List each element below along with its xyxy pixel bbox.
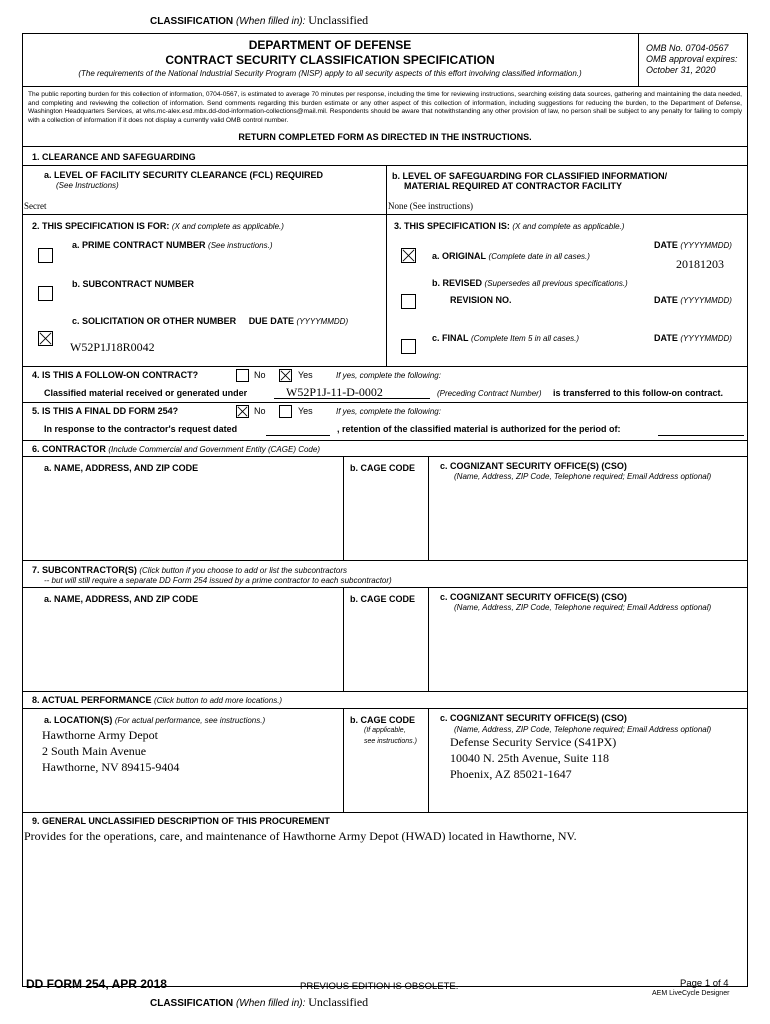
s4-no-label: No	[254, 370, 266, 380]
s6-b-label: b. CAGE CODE	[350, 463, 416, 473]
s3-a-label: a. ORIGINAL	[432, 251, 487, 261]
x-mark-icon	[237, 406, 248, 417]
s8-c-line-3[interactable]: Phoenix, AZ 85021-1647	[450, 767, 572, 781]
omb-no: OMB No. 0704-0567	[646, 43, 729, 53]
s3-c-checkbox[interactable]	[401, 339, 416, 354]
footer-form-id: DD FORM 254, APR 2018	[26, 977, 167, 991]
s2-a-checkbox[interactable]	[38, 248, 53, 263]
s8-a-hint: (For actual performance, see instructions.)	[114, 716, 266, 725]
s5-yes-checkbox[interactable]	[279, 405, 292, 418]
s3-title-row	[394, 221, 624, 231]
header-subtitle: (The requirements of the National Industrial Security Program (NISP) apply to all security aspects of this effort involving classified information.)	[78, 69, 582, 78]
s1-a-label: a. LEVEL OF FACILITY SECURITY CLEARANCE (FCL) REQUIRED	[44, 170, 324, 180]
s7-a-label: a. NAME, ADDRESS, AND ZIP CODE	[44, 594, 199, 604]
s8-c-line-2[interactable]: 10040 N. 25th Avenue, Suite 118	[450, 751, 609, 765]
s4-title: 4. IS THIS A FOLLOW-ON CONTRACT?	[32, 370, 199, 380]
classification-hint: (When filled in):	[235, 16, 306, 27]
s3-c-hint: (Complete Item 5 in all cases.)	[471, 334, 580, 343]
s4-yes-checkbox[interactable]	[279, 369, 292, 382]
s5-retention-text: , retention of the classified material is authorized for the period of:	[337, 424, 621, 434]
s2-c-due: DUE DATE	[248, 316, 295, 326]
s8-title: 8. ACTUAL PERFORMANCE	[32, 695, 152, 705]
footer-designer: AEM LiveCycle Designer	[652, 990, 730, 997]
s5-period-field[interactable]	[658, 424, 744, 436]
burden-statement: The public reporting burden for this collection of information, 0704-0567, is estimated to average 70 minutes per response, including the time for reviewing instructions, searching existing data sources, gathering and maintaining the data needed, and completing and reviewing the collection of information. Send comments regarding this burden estimate or any other aspect of this collection of information, including suggestions for reducing the burden, to the Department of Defense, Washington Headquarters Services, at whs.mc-alex.esd.mbx.dd-dod-information-collections@mail.mil. Respondents should be aware that notwithstanding any other provision of law, no person shall be subject to any penalty for failing to comply with a collection of information if it does not display a currently valid OMB control number.	[28, 91, 742, 124]
classification-bottom-hint: (When filled in):	[235, 998, 306, 1009]
s7-hint: (Click button if you choose to add or list the subcontractors	[139, 566, 348, 575]
s4-hint: If yes, complete the following:	[336, 371, 441, 380]
footer-previous: PREVIOUS EDITION IS OBSOLETE.	[300, 981, 459, 992]
s2-title-hint: (X and complete as applicable.)	[171, 222, 284, 231]
omb-date: October 31, 2020	[646, 65, 716, 75]
form-title: CONTRACT SECURITY CLASSIFICATION SPECIFICATION	[165, 53, 495, 67]
s3-a-row	[432, 251, 590, 261]
s8-a-line-1[interactable]: Hawthorne Army Depot	[42, 728, 158, 742]
s1-title: 1. CLEARANCE AND SAFEGUARDING	[32, 152, 196, 162]
classification-value: Unclassified	[308, 13, 369, 27]
s8-c-label: c. COGNIZANT SECURITY OFFICE(S) (CSO)	[440, 713, 627, 723]
s4-classified-text: Classified material received or generated under	[44, 388, 248, 398]
s8-b-hint1: (If applicable,	[364, 727, 406, 734]
s7-c-hint: (Name, Address, ZIP Code, Telephone required; Email Address optional)	[454, 603, 712, 612]
s8-hint: (Click button to add more locations.)	[154, 696, 283, 705]
s7-hint2: -- but will still require a separate DD Form 254 issued by a prime contractor to each subcontractor)	[44, 576, 392, 585]
s3-b-hint: (Supersedes all previous specifications.)	[484, 279, 628, 288]
s5-no-label: No	[254, 406, 266, 416]
s3-a-date-value[interactable]: 20181203	[676, 257, 724, 271]
s9-title: 9. GENERAL UNCLASSIFIED DESCRIPTION OF THIS PROCUREMENT	[32, 816, 330, 826]
s6-c-hint: (Name, Address, ZIP Code, Telephone required; Email Address optional)	[454, 472, 712, 481]
s8-c-line-1[interactable]: Defense Security Service (S41PX)	[450, 735, 617, 749]
classification-bottom-label: CLASSIFICATION	[150, 998, 234, 1009]
s4-no-checkbox[interactable]	[236, 369, 249, 382]
s8-b-hint2: see instructions.)	[364, 738, 417, 745]
s6-title: 6. CONTRACTOR	[32, 444, 106, 454]
x-mark-icon	[280, 370, 291, 381]
s3-a-checkbox[interactable]	[401, 248, 416, 263]
s4-transfer-text: is transferred to this follow-on contract.	[553, 388, 724, 398]
s2-b-label: b. SUBCONTRACT NUMBER	[72, 279, 194, 289]
classification-bottom	[150, 995, 368, 1010]
s2-c-due-hint: (YYYYMMDD)	[296, 317, 349, 326]
s5-hint: If yes, complete the following:	[336, 407, 441, 416]
s5-no-checkbox[interactable]	[236, 405, 249, 418]
dept-title: DEPARTMENT OF DEFENSE	[248, 38, 412, 52]
s2-c-row	[72, 316, 348, 326]
s5-request-date-field[interactable]	[266, 424, 330, 436]
s1-a-hint: (See Instructions)	[56, 181, 119, 190]
s3-c-date-label: DATE (YYYYMMDD)	[654, 333, 732, 343]
s5-title: 5. IS THIS A FINAL DD FORM 254?	[32, 406, 179, 416]
x-mark-icon	[402, 249, 415, 262]
s8-a-line-3[interactable]: Hawthorne, NV 89415-9404	[42, 760, 180, 774]
s9-value[interactable]: Provides for the operations, care, and maintenance of Hawthorne Army Depot (HWAD) located in Hawthorne, NV.	[24, 829, 577, 843]
s8-a-line-2[interactable]: 2 South Main Avenue	[42, 744, 147, 758]
s2-title: 2. THIS SPECIFICATION IS FOR:	[32, 221, 170, 231]
s7-title: 7. SUBCONTRACTOR(S)	[32, 565, 137, 575]
footer-page: Page 1 of 4	[680, 978, 729, 989]
s8-b-label: b. CAGE CODE	[350, 715, 416, 725]
s1-b-label1: b. LEVEL OF SAFEGUARDING FOR CLASSIFIED INFORMATION/	[392, 171, 668, 181]
s2-a-row	[72, 240, 273, 250]
s3-a-hint: (Complete date in all cases.)	[488, 252, 590, 261]
s1-b-value: None (See instructions)	[388, 201, 473, 211]
s6-c-label: c. COGNIZANT SECURITY OFFICE(S) (CSO)	[440, 461, 627, 471]
s3-b-date-label: DATE (YYYYMMDD)	[654, 295, 732, 305]
s3-title-hint: (X and complete as applicable.)	[512, 222, 625, 231]
s2-c-checkbox[interactable]	[38, 331, 53, 346]
s3-c-label: c. FINAL	[432, 333, 469, 343]
s8-c-hint: (Name, Address, ZIP Code, Telephone required; Email Address optional)	[454, 725, 712, 734]
s3-b-checkbox[interactable]	[401, 294, 416, 309]
s3-revision-no: REVISION NO.	[450, 295, 512, 305]
s1-a-value: Secret	[24, 201, 47, 211]
s4-contract-value: W52P1J-11-D-0002	[286, 385, 383, 399]
x-mark-icon	[39, 332, 52, 345]
return-note: RETURN COMPLETED FORM AS DIRECTED IN THE INSTRUCTIONS.	[238, 132, 532, 142]
s3-a-date-label: DATE (YYYYMMDD)	[654, 240, 732, 250]
s3-b-label: b. REVISED	[432, 278, 483, 288]
s5-yes-label: Yes	[298, 406, 313, 416]
s2-title-row	[32, 221, 284, 231]
s6-hint: (Include Commercial and Government Entity (CAGE) Code)	[108, 445, 320, 454]
s3-c-row	[432, 333, 579, 343]
s2-a-hint: (See instructions.)	[208, 241, 273, 250]
s4-preceding-hint: (Preceding Contract Number)	[437, 389, 542, 398]
s8-a-label: a. LOCATION(S)	[44, 715, 113, 725]
s4-yes-label: Yes	[298, 370, 313, 380]
classification-bottom-value: Unclassified	[308, 995, 369, 1009]
s5-response-text: In response to the contractor's request dated	[44, 424, 238, 434]
s2-b-checkbox[interactable]	[38, 286, 53, 301]
s7-title-row	[32, 565, 347, 575]
s2-c-label: c. SOLICITATION OR OTHER NUMBER	[72, 316, 237, 326]
s7-c-label: c. COGNIZANT SECURITY OFFICE(S) (CSO)	[440, 592, 627, 602]
s1-b-label2: MATERIAL REQUIRED AT CONTRACTOR FACILITY	[404, 181, 622, 191]
s2-c-value[interactable]: W52P1J18R0042	[70, 340, 155, 354]
s8-a-row	[44, 715, 265, 725]
omb-expires: OMB approval expires:	[646, 54, 738, 64]
s7-b-label: b. CAGE CODE	[350, 594, 416, 604]
s8-title-row	[32, 695, 282, 705]
s6-title-row	[32, 444, 320, 454]
classification-label: CLASSIFICATION	[150, 16, 234, 27]
s6-a-label: a. NAME, ADDRESS, AND ZIP CODE	[44, 463, 199, 473]
s3-title: 3. THIS SPECIFICATION IS:	[394, 221, 510, 231]
classification-top	[150, 13, 368, 28]
s2-a-label: a. PRIME CONTRACT NUMBER	[72, 240, 206, 250]
s3-b-row	[432, 278, 628, 288]
